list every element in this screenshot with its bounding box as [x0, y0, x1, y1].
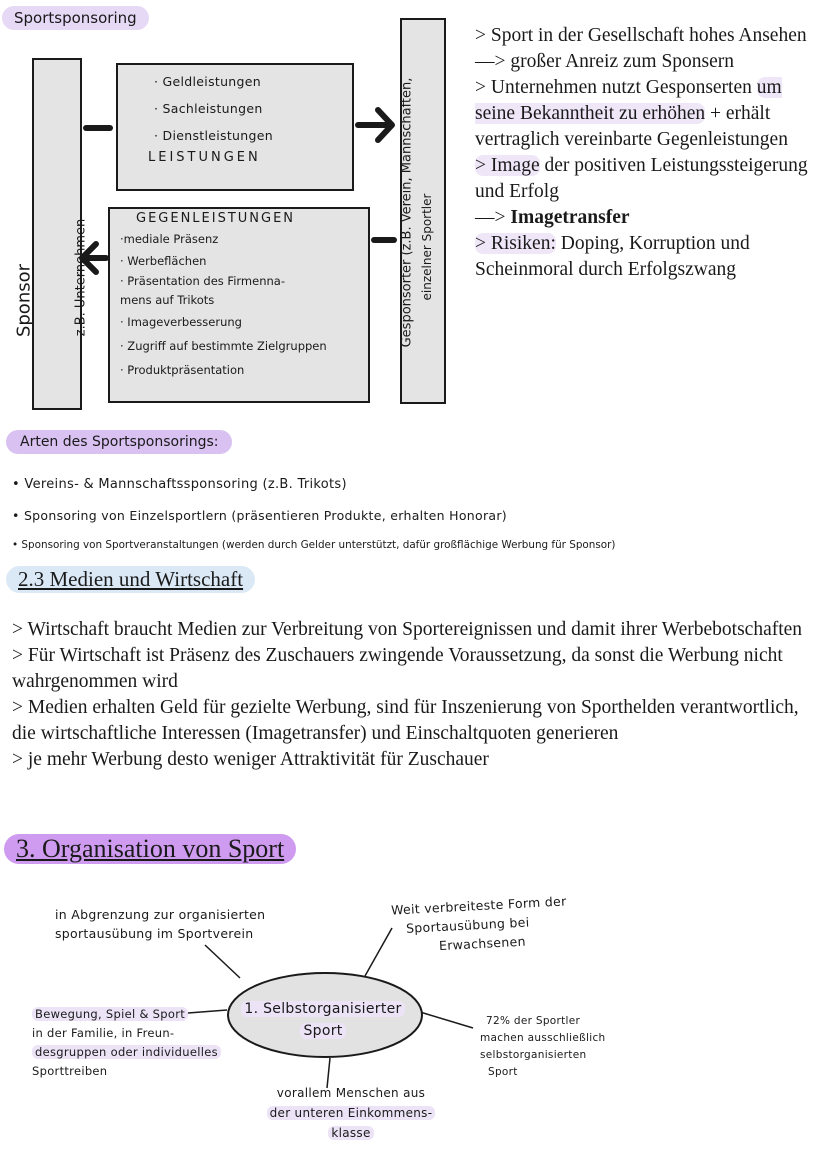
note-line — [475, 153, 820, 205]
gegenleistungen-item: · Präsentation des Firmenna- — [120, 274, 285, 288]
note-highlight: > Image — [475, 155, 540, 176]
leistungen-item: · Geldleistungen — [154, 74, 261, 89]
sponsored-sub: einzelner Sportler — [420, 193, 434, 301]
leistungen-item: · Dienstleistungen — [154, 128, 273, 143]
medien-body — [12, 617, 817, 773]
mindmap-line — [32, 1043, 221, 1062]
medien-heading: 2.3 Medien und Wirtschaft — [6, 566, 255, 593]
note-text: + erhält vertraglich vereinbarte Gegenleistungen — [475, 103, 788, 150]
medien-paragraph: > Wirtschaft braucht Medien zur Verbreitung von Sportereignissen und damit ihrer Werbebotschaften — [12, 619, 803, 640]
mindmap-line: 72% der Sportler — [486, 1015, 581, 1027]
mindmap-line-text: Bewegung, Spiel & Sport — [32, 1007, 188, 1021]
organisation-heading: 3. Organisation von Sport — [4, 834, 296, 864]
note-line — [475, 205, 820, 231]
sponsor-label: Sponsor — [13, 263, 35, 338]
mindmap-line-text: desgruppen oder individuelles — [32, 1045, 221, 1059]
note-line — [475, 75, 820, 153]
mindmap-top-right — [391, 891, 569, 957]
gegenleistungen-item: · Produktpräsentation — [120, 363, 245, 377]
mindmap-center-line — [233, 998, 413, 1020]
mindmap-line — [256, 1123, 446, 1143]
mindmap-line: Sporttreiben — [32, 1064, 108, 1078]
medien-paragraph: > je mehr Werbung desto weniger Attraktivität für Zuschauer — [12, 749, 489, 770]
mindmap-line: in der Familie, in Freun- — [32, 1026, 175, 1040]
mindmap-line — [256, 1103, 446, 1123]
mindmap-line-text: klasse — [328, 1126, 373, 1140]
note-line — [475, 231, 820, 283]
mindmap-line: Weit verbreiteste Form der — [390, 893, 567, 918]
mindmap-line: machen ausschließlich — [480, 1032, 606, 1044]
arten-item: • Sponsoring von Einzelsportlern (präsentieren Produkte, erhalten Honorar) — [12, 508, 507, 523]
gegenleistungen-title: GEGENLEISTUNGEN — [136, 211, 296, 226]
sponsoring-heading: Sportsponsoring — [2, 6, 149, 30]
note-highlight: > Risiken: — [475, 233, 556, 254]
mindmap-center — [233, 998, 413, 1042]
mindmap-line — [32, 1005, 221, 1024]
note-line: > Sport in der Gesellschaft hohes Ansehen —> großer Anreiz zum Sponsern — [475, 25, 807, 72]
mindmap-line: Erwachsenen — [438, 933, 527, 954]
mindmap-line-text: der unteren Einkommens- — [267, 1106, 436, 1120]
sponsor-sub: z.B. Unternehmen — [73, 218, 89, 337]
arten-item: • Sponsoring von Sportveranstaltungen (werden durch Gelder unterstützt, dafür großflächige Werbung für Sponsor) — [12, 539, 616, 551]
sponsored-label: Gesponsorter (z.B. Verein, Mannschaften, — [399, 77, 415, 348]
mindmap-top-left — [55, 905, 265, 943]
note-text: —> — [475, 207, 511, 228]
mindmap-line: sportausübung im Sportverein — [55, 926, 254, 941]
mindmap-line: vorallem Menschen aus — [276, 1086, 426, 1100]
arrow-right-icon — [358, 110, 392, 140]
gegenleistungen-item: · Zugriff auf bestimmte Zielgruppen — [120, 339, 327, 353]
note-bold: Imagetransfer — [510, 207, 630, 228]
arten-item: • Vereins- & Mannschaftssponsoring (z.B. Trikots) — [12, 477, 347, 492]
mindmap-center-text: Sport — [300, 1023, 345, 1039]
note-text: > Unternehmen nutzt Gesponserten — [475, 77, 752, 98]
mindmap-right — [480, 1013, 605, 1081]
note-text: Doping, Korruption und Scheinmoral durch Erfolgszwang — [475, 233, 750, 280]
gegenleistungen-item: · Imageverbesserung — [120, 315, 242, 329]
note-highlight: um seine Bekanntheit zu erhöhen — [475, 77, 782, 124]
mindmap-line: selbstorganisierten — [480, 1049, 587, 1061]
arrow-left-icon — [82, 244, 106, 272]
mindmap-left — [32, 1005, 221, 1081]
gegenleistungen-item: · Werbeflächen — [120, 254, 207, 268]
mindmap-center-line — [233, 1020, 413, 1042]
leistungen-item: · Sachleistungen — [154, 101, 263, 116]
arten-heading: Arten des Sportsponsorings: — [6, 430, 232, 454]
mindmap-line: Sportausübung bei — [405, 914, 530, 936]
leistungen-title: LEISTUNGEN — [148, 150, 261, 165]
gegenleistungen-item: mens auf Trikots — [120, 293, 215, 307]
mindmap-line: Sport — [488, 1066, 518, 1078]
medien-paragraph: > Medien erhalten Geld für gezielte Werbung, sind für Inszenierung von Sporthelden verantwortlich, die wirtschaftliche Interessen (Imagetransfer) und Einschaltquoten generieren — [12, 697, 799, 744]
mindmap-bottom — [256, 1083, 446, 1143]
sponsoring-notes — [475, 23, 820, 283]
medien-paragraph: > Für Wirtschaft ist Präsenz des Zuschauers zwingende Voraussetzung, da sonst die Werbung nicht wahrgenommen wird — [12, 645, 783, 692]
mindmap-line: in Abgrenzung zur organisierten — [55, 907, 266, 922]
gegenleistungen-item: ·mediale Präsenz — [120, 232, 219, 246]
note-text: der positiven Leistungssteigerung und Erfolg — [475, 155, 808, 202]
mindmap-center-text: 1. Selbstorganisierter — [241, 1001, 404, 1017]
